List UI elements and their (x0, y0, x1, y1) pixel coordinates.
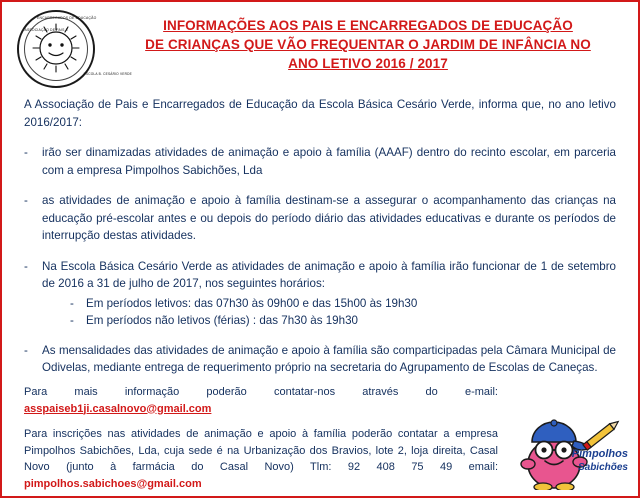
subitem-text: Em períodos não letivos (férias) : das 7h30 às 19h30 (86, 313, 358, 327)
bullet-dash: - (24, 343, 28, 357)
pimpolhos-sabichoes-mascot (512, 408, 630, 490)
subitem-dash: - (70, 313, 74, 327)
page-title (106, 16, 630, 73)
contact-intro-text: Para mais informação poderão contatar-nos através do e-mail: (24, 386, 498, 398)
bullet-item-4 (24, 342, 616, 377)
bullet-text: irão ser dinamizadas atividades de animação e apoio à família (AAAF) dentro do recinto escolar, em parceria com a empresa Pimpolhos Sabichões, Lda (42, 146, 616, 177)
bullet-text: as atividades de animação e apoio à família destinam-se a assegurar o acompanhamento das crianças na educação pré-escolar antes e ou depois do período diário das atividades educativas e durante os períodos de interrupção destas atividades. (42, 194, 616, 242)
intro-paragraph: A Associação de Pais e Encarregados de Educação da Escola Básica Cesário Verde, informa que, no ano letivo 2016/2017: (24, 98, 616, 129)
bullet-item-3 (24, 258, 616, 329)
bullet-item-2 (24, 192, 616, 245)
bullet-text: As mensalidades das atividades de animação e apoio à família são comparticipadas pela Câmara Municipal de Odivelas, mediante entrega de requerimento próprio na secretaria do Agrupamento de Escolas de Caneças. (42, 343, 616, 374)
schedule-sublist (70, 295, 616, 329)
bullet-dash: - (24, 259, 28, 273)
bullet-item-1 (24, 144, 616, 179)
bullet-dash: - (24, 146, 28, 159)
title-line-2: DE CRIANÇAS QUE VÃO FREQUENTAR O JARDIM DE INFÂNCIA NO (145, 37, 591, 52)
bullet-text: Na Escola Básica Cesário Verde as atividades de animação e apoio à família irão funcionar de 1 de setembro de 2016 a 31 de julho de 2017, nos seguintes horários: (42, 259, 616, 290)
document-body (2, 94, 638, 377)
brand-line-1: Pimpolhos (571, 448, 628, 460)
inscription-text: Para inscrições nas atividades de animação e apoio à família poderão contatar a empresa Pimpolhos Sabichões, Lda, cuja sede é na Urbanização dos Bravios, lote 2, loja direita, Casal Novo (junto à farmácia do Casal Novo) Tlm: 92 408 75 49 email: (24, 428, 498, 473)
association-logo (14, 8, 132, 88)
schedule-item-nao-letivos (70, 312, 616, 329)
subitem-dash: - (70, 296, 74, 310)
schedule-item-letivos (70, 295, 616, 312)
logo-ring-text: ASSOCIAÇÃO DE PAIS E ENCARREGADOS DE EDUCAÇÃO ESCOLA B. CESÁRIO VERDE (24, 16, 132, 77)
document-header (2, 2, 638, 94)
title-line-1: INFORMAÇÕES AOS PAIS E ENCARREGADOS DE EDUCAÇÃO (163, 18, 573, 33)
bullet-dash: - (24, 194, 28, 207)
subitem-text: Em períodos letivos: das 07h30 às 09h00 e das 15h00 às 19h30 (86, 296, 418, 310)
title-line-3: ANO LETIVO 2016 / 2017 (288, 56, 448, 71)
brand-line-2: Sabichões (577, 462, 628, 473)
mascot-brand-text (572, 448, 628, 474)
company-email-link[interactable]: pimpolhos.sabichoes@gmail.com (24, 477, 202, 490)
association-email-link[interactable]: asspaiseb1ji.casalnovo@gmail.com (24, 402, 212, 415)
